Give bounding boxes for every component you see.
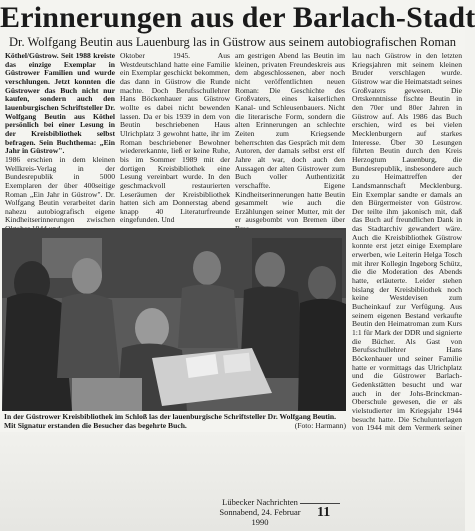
photo-credit: (Foto: Harmann) — [294, 421, 346, 430]
photo-caption-text: In der Güstrower Kreisbibliothek im Schloß las der lauenburgische Schriftsteller Dr. Wolfgang Beutin. Mit Signatur erstanden die Besucher das begehrte Buch. — [4, 412, 337, 430]
article-column-3 — [235, 52, 345, 228]
headline: Erinnerungen aus der Barlach-Stadt — [0, 1, 475, 34]
article-body-1: 1986 erschien in dem kleinen Wellkreis-Verlag in der Bundesrepublik in 5000 Exemplaren der über 400seitige Roman „Ein Jahr in Güstrow". Dr. Wolfgang Beutin verarbeitet darin nahezu autobiografisch eigene Kindheitserinnerungen zwischen — [5, 154, 115, 225]
page-number: 11 — [317, 505, 331, 520]
article-body-2: Oktober 1945. Aus Westdeutschland hatte eine Familie ein Exemplar geschickt bekommen, das dann in Güstrow die Runde machte. Doch Berufsschullehrer Hans Böckenhauer aus Güstrow wollte es dabei nicht bewenden lassen. Da er bis 1939 in dem von Beutin beschriebenen Haus Ulrichplatz 3 gewohnt hatte, ihr im Roman beschriebener Bewohner wiedererkannte, ließ er keine Ruhe, bis im Sommer 1989 mit der dortigen Kreisbibliothek eine Lesung vereinbart wurde. In den geschmackvoll restaurierten Leseräumen der Kreisbibliothek hatten sich am Donnerstag abend knapp 40 Literaturfreunde eingefunden. Und — [120, 51, 230, 225]
photo-caption — [4, 412, 346, 430]
article-lead: Köthel/Güstrow. Seit 1988 kreiste das einzige Exemplar in Güstrower Familien und wurde verschlungen. Jetzt konnten die Güstrower das Buch nicht nur kaufen, sondern auch den lauenburgischen Schriftsteller Dr. Wolfgang Beutin aus Köthel persönlich bei einer Lesung in der Kreisbibliothek selbst befragen. Sein Buchthema: „Ein Jahr in Güstrow". — [5, 51, 115, 156]
article-body-3: am gestrigen Abend las Beutin im kleinen, privaten Freundeskreis aus dem abgeschlossenen, aber noch nicht veröffentlichten neuen Roman: Die Geschichte des Großvaters, eines kaiserlichen Kanal- und Schleusenbauers. Nicht die literarische Form, sondern die alten Erinnerungen an schlechte Zeiten zum Kriegsende beherrschten das Gespräch mit dem Autoren, der damals selbst erst elf Jahre alt war, doch auch den Aussagen der alten Güstrower zum Buch voller Authentizität verschaffte. Eigene Kindheitserinnerungen hatte Beutin gesammelt wie auch die Erzählungen seiner Mutter, mit der er ausgebombt von Bremen über — [235, 51, 345, 225]
issue-date: Sonnabend, 24. Februar 1990 — [219, 507, 301, 527]
library-reading-photo — [2, 228, 346, 411]
article-column-2 — [120, 52, 230, 228]
article-photo — [2, 228, 346, 411]
subheadline: Dr. Wolfgang Beutin aus Lauenburg las in Güstrow aus seinem autobiografischen Roman — [8, 35, 457, 49]
newspaper-masthead-footer — [210, 497, 310, 527]
article-column-1 — [5, 52, 115, 228]
article-body-4: lau nach Güstrow in den letzten Kriegsjahren mit seinem kleinen Bruder verschlagen wurde. Güstrow war die Heimatstadt seines Großvaters gewesen. Die Ortskenntnisse fischte Beutin in den 70er und 80er Jahren in Güstrow auf. Als 1986 das Buch erschien, wird es bei vielen Mecklenburgern auf starkes Interesse. Über 30 Lesungen führten Beutin durch den Kreis Herzogtum Lauenburg, die Bundesrepublik, insbesondere auch zu Heimattreffen der Landsmannschaft Mecklenburg. Ein Exemplar sandte er damals an den Bürgermeister von Güstrow. Der teilte ihm jakonisch mit, daß das Buch auf freundlichen Dank in das Stadtarchiv gewandert wäre. Auch die Kreisbibliothek Güstrow konnte erst jetzt einige Exemplare erwerben, wie Leiterin Helga Tosch mit ihrer Kollegin Ingeborg Schütz, die die Moderation des Abends hatte, erläuterte. Leider stehen bislang der Kreisbibliothek noch keine Westdevisen zum Bucheinkauf zur Verfügung. Aus seinem eigenen Bestand verkaufte Beutin den Heimatroman zum Kurs 1:1 für Mark der DDR und signierte die Bücher. Als Gast von Berufsschullehrer Hans Böckenhauer und seiner Familie hatte er vormittags das Ulrichplatz und die Güstrower Barlach-Gedenkstätten besucht und war auch in der Johs-Brinckman-Oberschule gewesen, die er als vielstudierter im Kriegsjahr 1944 besucht hatte. Die Schulunterlagen von 1944 mit dem Vermerk seiner — [352, 51, 462, 433]
newspaper-name: Lübecker Nachrichten — [222, 497, 298, 507]
